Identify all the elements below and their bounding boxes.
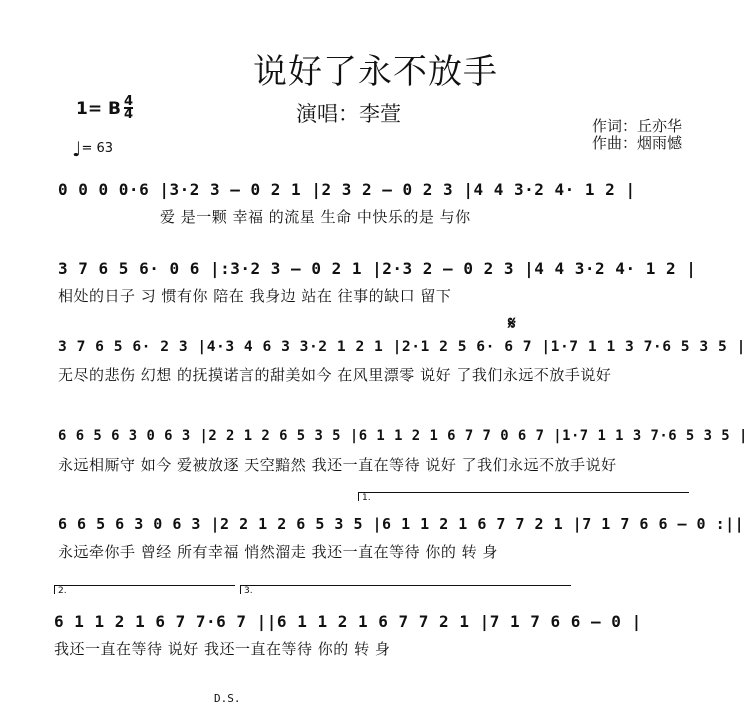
notation-row-2: 3 7 6 5 6· 0 6 |:3·2 3 – 0 2 1 |2·3 2 – 0 2 3 |4 4 3·2 4· 1 2 | <box>58 259 697 278</box>
lyricist-credit: 作词：丘亦华 <box>592 117 683 135</box>
lyrics-row-5: 永远牵你手 曾经 所有幸福 悄然溜走 我还一直在等待 你的 转 身 <box>58 543 498 561</box>
notation-row-4: 6 6 5 6 3 0 6 3 |2 2 1 2 6 5 3 5 |6 1 1 2 1 6 7 7 0 6 7 |1·7 1 1 3 7·6 5 3 5 | <box>58 428 748 444</box>
notation-row-1: 0 0 0 0·6 |3·2 3 – 0 2 1 |2 3 2 – 0 2 3 |4 4 3·2 4· 1 2 | <box>58 180 636 199</box>
time-signature-bottom: 4 <box>124 107 134 122</box>
segno-icon: 𝄋 <box>508 313 516 334</box>
volta-bracket-1 <box>358 492 689 501</box>
composer-credit: 作曲：烟雨憾 <box>592 134 683 152</box>
tempo-value: = 63 <box>81 141 114 156</box>
lyrics-row-3: 无尽的悲伤 幻想 的抚摸诺言的甜美如今 在风里漂零 说好 了我们永远不放手说好 <box>58 366 612 384</box>
time-signature <box>124 96 133 120</box>
ds-marking: D.S. <box>214 692 241 705</box>
volta-label-3: 3. <box>244 586 253 596</box>
lyrics-row-6: 我还一直在等待 说好 我还一直在等待 你的 转 身 <box>54 640 391 658</box>
lyrics-row-4: 永远相厮守 如今 爱被放逐 天空黯然 我还一直在等待 说好 了我们永远不放手说好 <box>58 456 617 474</box>
notation-row-6: 6 1 1 2 1 6 7 7·6 7 ||6 1 1 2 1 6 7 7 2 1 |7 1 7 6 6 – 0 | <box>54 612 642 631</box>
volta-label-1: 1. <box>362 493 371 503</box>
tempo-marking <box>72 137 113 161</box>
key-signature: 1= B <box>76 99 121 119</box>
song-title: 说好了永不放手 <box>253 52 498 92</box>
lyrics-row-2: 相处的日子 习 惯有你 陪在 我身边 站在 往事的缺口 留下 <box>58 287 452 305</box>
volta-label-2: 2. <box>58 586 67 596</box>
quarter-note-icon: ♩ <box>72 137 82 161</box>
time-signature-top: 4 <box>124 94 134 109</box>
singer-label: 演唱：李萱 <box>296 102 401 126</box>
credits <box>592 118 682 152</box>
notation-row-3: 3 7 6 5 6· 2 3 |4·3 4 6 3 3·2 1 2 1 |2·1 2 5 6· 6 7 |1·7 1 1 3 7·6 5 3 5 | <box>58 338 746 355</box>
notation-row-5: 6 6 5 6 3 0 6 3 |2 2 1 2 6 5 3 5 |6 1 1 2 1 6 7 7 2 1 |7 1 7 6 6 – 0 :|| <box>58 515 745 533</box>
volta-bracket-3 <box>240 585 571 594</box>
volta-bracket-2 <box>54 585 235 594</box>
lyrics-row-1: 爱 是一颗 幸福 的流星 生命 中快乐的是 与你 <box>160 208 471 226</box>
